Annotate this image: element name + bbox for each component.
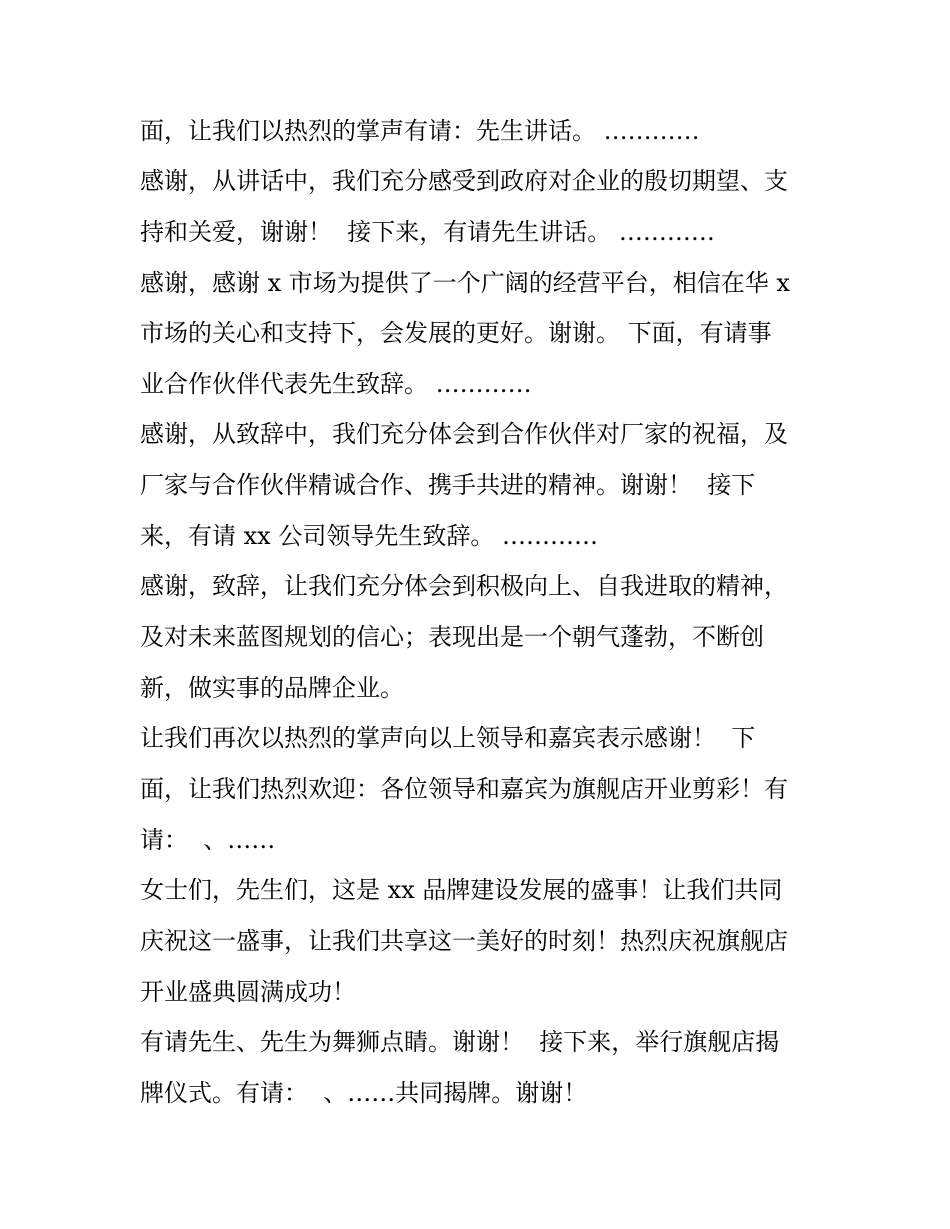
- text-line: 感谢，从讲话中，我们充分感受到政府对企业的殷切期望、支: [140, 167, 788, 195]
- text-line: 新，做实事的品牌企业。: [140, 674, 404, 702]
- text-line: 感谢，致辞，让我们充分体会到积极向上、自我进取的精神，: [140, 572, 788, 600]
- text-line: 面，让我们热烈欢迎：各位领导和嘉宾为旗舰店开业剪彩！有: [140, 775, 788, 803]
- text-line: 及对未来蓝图规划的信心；表现出是一个朝气蓬勃，不断创: [140, 623, 764, 651]
- text-line: 开业盛典圆满成功！: [140, 978, 356, 1006]
- text-line: 庆祝这一盛事，让我们共享这一美好的时刻！热烈庆祝旗舰店: [140, 927, 788, 955]
- text-line: 牌仪式。有请： 、……共同揭牌。谢谢！: [140, 1079, 588, 1107]
- text-line: 感谢，感谢 x 市场为提供了一个广阔的经营平台，相信在华 x: [140, 269, 790, 297]
- text-line: 持和关爱，谢谢！ 接下来，有请先生讲话。 …………: [140, 218, 715, 246]
- text-line: 市场的关心和支持下，会发展的更好。谢谢。 下面，有请事: [140, 319, 772, 347]
- text-line: 让我们再次以热烈的掌声向以上领导和嘉宾表示感谢！ 下: [140, 724, 756, 752]
- text-line: 业合作伙伴代表先生致辞。 …………: [140, 370, 532, 398]
- text-line: 女士们，先生们，这是 xx 品牌建设发展的盛事！让我们共同: [140, 876, 783, 904]
- text-line: 请： 、……: [140, 826, 276, 854]
- text-line: 来，有请 xx 公司领导先生致辞。 …………: [140, 522, 598, 550]
- text-line: 有请先生、先生为舞狮点睛。谢谢！ 接下来，举行旗舰店揭: [140, 1028, 780, 1056]
- text-line: 厂家与合作伙伴精诚合作、携手共进的精神。谢谢！ 接下: [140, 471, 756, 499]
- text-line: 感谢，从致辞中，我们充分体会到合作伙伴对厂家的祝福，及: [140, 420, 788, 448]
- text-line: 面，让我们以热烈的掌声有请：先生讲话。 …………: [140, 117, 700, 145]
